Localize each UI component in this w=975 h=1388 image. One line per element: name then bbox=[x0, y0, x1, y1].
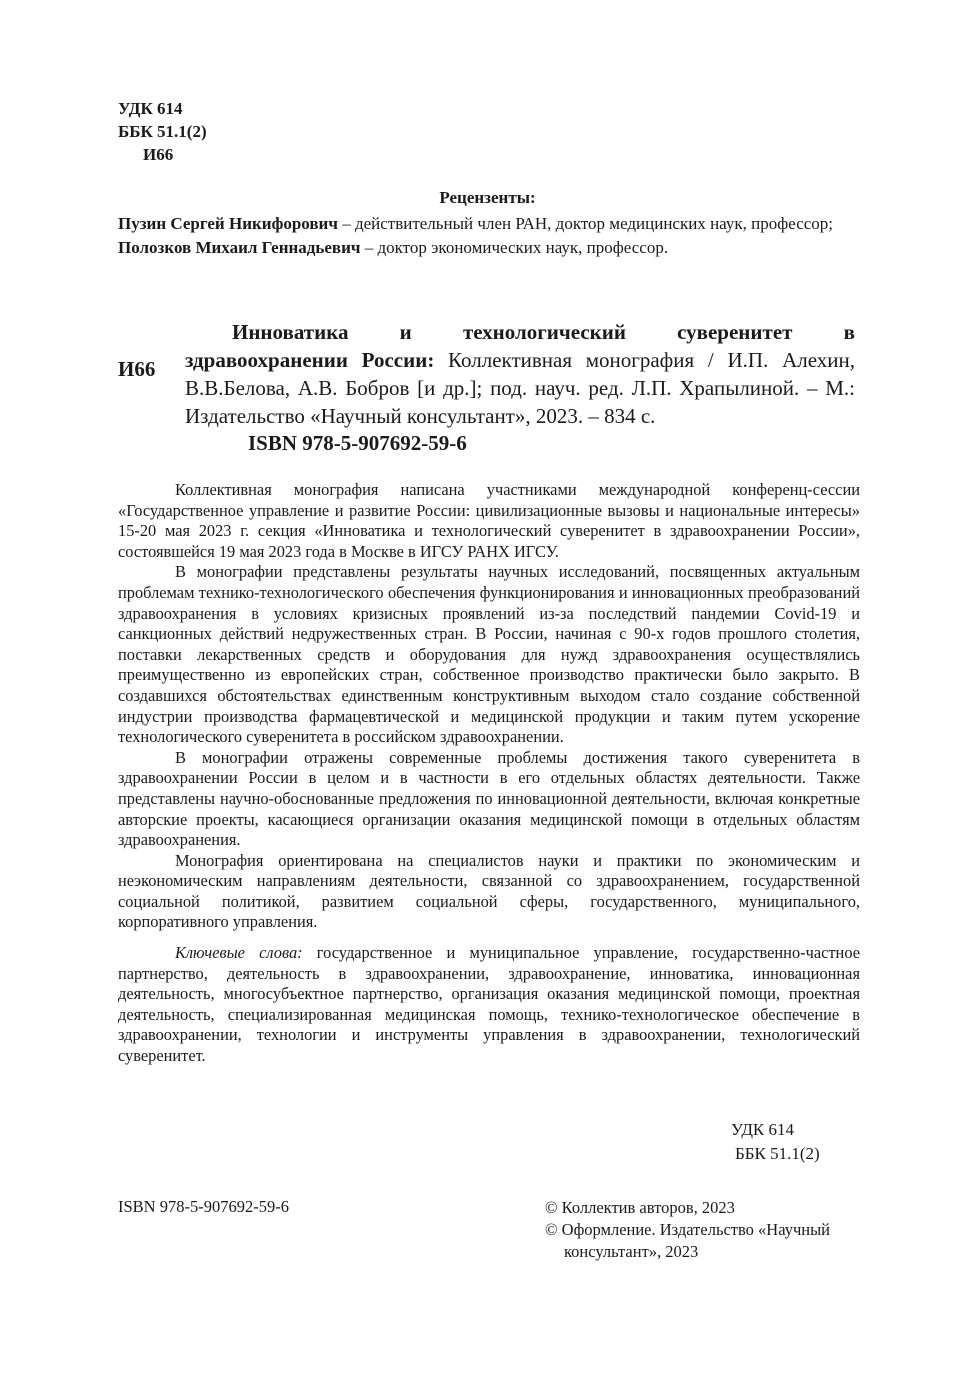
copyright-design-cont: консультант», 2023 bbox=[564, 1242, 699, 1261]
reviewers-heading: Рецензенты: bbox=[439, 188, 536, 207]
footer-isbn: ISBN 978-5-907692-59-6 bbox=[118, 1197, 289, 1216]
keywords-label: Ключевые слова: bbox=[175, 943, 303, 963]
book-description bbox=[185, 346, 855, 430]
reviewers-list bbox=[118, 212, 860, 260]
reviewer-desc: – доктор экономических наук, профессор. bbox=[360, 238, 669, 257]
footer-classification bbox=[731, 1118, 820, 1166]
reviewer-item bbox=[118, 236, 860, 260]
reviewer-desc: – действительный член РАН, доктор медицинских наук, профессор; bbox=[337, 214, 834, 233]
footer-bbk: ББК 51.1(2) bbox=[735, 1144, 820, 1163]
bbk-code: ББК 51.1(2) bbox=[118, 122, 207, 141]
bibliographic-record bbox=[185, 318, 855, 430]
reviewer-item bbox=[118, 212, 860, 236]
classification-block bbox=[118, 97, 207, 166]
book-title-line: Инноватика и технологический суверенитет в bbox=[232, 320, 855, 344]
book-imprint: Коллективная монография / И.П. Алехин, В.В.Белова, А.В. Бобров [и др.]; под. науч. ред. Л.П. Храпылиной. – М.: Издательство «Научный консультант», 2023. – 834 с. bbox=[185, 348, 855, 428]
keywords-text: государственное и муниципальное управление, государственно-частное партнерство, деятельность в здравоохранении, здравоохранение, инноватика, инновационная деятельность, многосубъектное партнерство, организация оказания медицинской помощи, проектная деятельность, специализированная медицинская помощь, технико-технологическое обеспечение в здравоохранении, технологии и инструменты управления в здравоохранении, технологический суверенитет. bbox=[118, 943, 861, 1066]
abstract-paragraph: В монографии представлены результаты научных исследований, посвященных актуальным проблемам технико-технологического обеспечения функционирования и инновационных преобразований здравоохранения в условиях кризисных проявлений из-за последствий пандемии Covid-19 и санкционных действий недружественных стран. В России, начиная с 90-х годов прошлого столетия, поставки лекарственных средств и оборудования для нужд здравоохранения осуществлялись преимущественно из европейских стран, собственное производство практически было закрыто. В создавшихся обстоятельствах единственным конструктивным выходом стало создание собственной индустрии производства фармацевтической и медицинской продукции и таким путем ускорение технологического суверенитета в российском здравоохранении. bbox=[118, 562, 860, 747]
isbn-main: ISBN 978-5-907692-59-6 bbox=[248, 431, 467, 455]
copyright-authors: © Коллектив авторов, 2023 bbox=[545, 1198, 735, 1217]
book-title-end: здравоохранении России: bbox=[185, 348, 435, 372]
abstract bbox=[118, 480, 860, 1067]
copyright-block bbox=[545, 1197, 865, 1263]
abstract-paragraph: Монография ориентирована на специалистов науки и практики по экономическим и неэкономическим направлениям деятельности, связанной со здравоохранением, государственной социальной политикой, развитием социальной сферы, государственного, муниципального, корпоративного управления. bbox=[118, 850, 860, 932]
keywords-paragraph bbox=[118, 943, 860, 1067]
abstract-paragraph: Коллективная монография написана участниками международной конференц-сессии «Государственное управление и развитие России: цивилизационные вызовы и национальные интересы» 15-20 мая 2023 г. секция «Инноватика и технологический суверенитет в здравоохранении России», состоявшейся 19 мая 2023 года в Москве в ИГСУ РАНХ ИГСУ. bbox=[118, 480, 860, 561]
reviewer-name: Полозков Михаил Геннадьевич bbox=[118, 238, 361, 257]
copyright-design: © Оформление. Издательство «Научный bbox=[545, 1220, 831, 1239]
abstract-paragraph: В монографии отражены современные проблемы достижения такого суверенитета в здравоохранении России в целом и в частности в его отдельных областях деятельности. Также представлены научно-обоснованные предложения по инновационной деятельности, включая конкретные авторские проекты, касающиеся организации оказания медицинской помощи в отдельных областям здравоохранения. bbox=[118, 747, 860, 850]
reviewer-name: Пузин Сергей Никифорович bbox=[118, 214, 338, 233]
footer-udk: УДК 614 bbox=[731, 1120, 795, 1139]
udk-code: УДК 614 bbox=[118, 99, 183, 118]
author-mark: И66 bbox=[143, 145, 174, 164]
bibliography-author-mark: И66 bbox=[118, 357, 156, 381]
